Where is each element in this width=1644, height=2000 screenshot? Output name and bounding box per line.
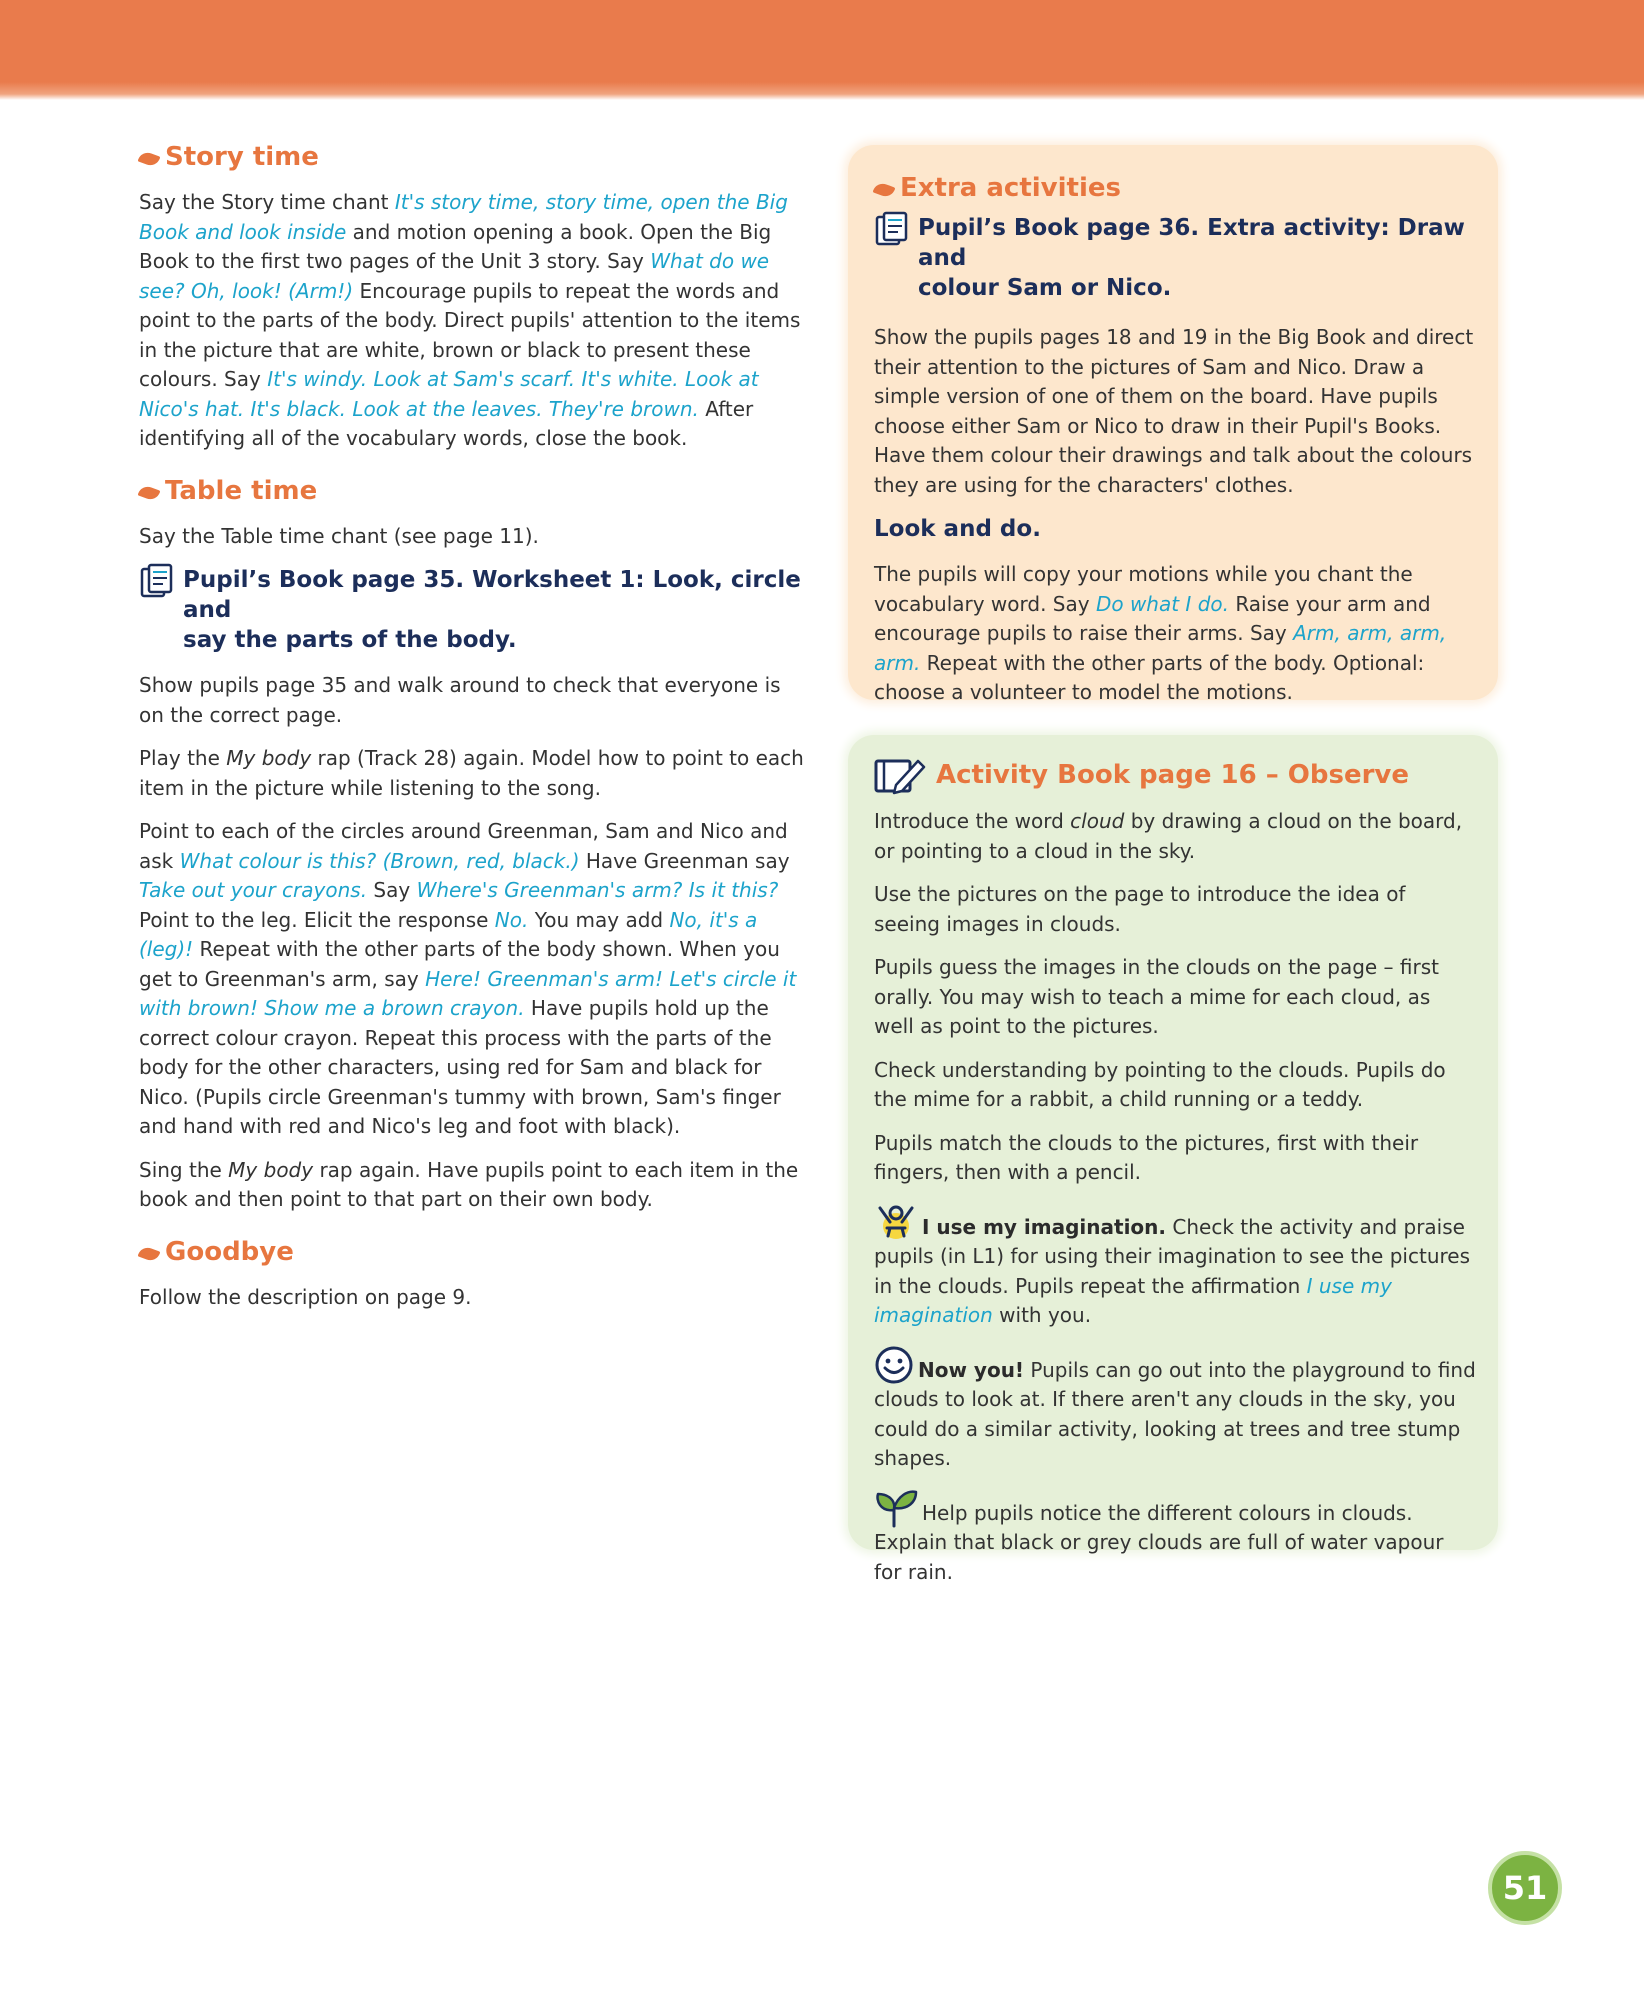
look-and-do-heading: Look and do.: [874, 516, 1041, 542]
goodbye-paragraph: Follow the description on page 9.: [139, 1284, 472, 1309]
pupils-book-35-heading: Pupil’s Book page 35. Worksheet 1: Look, circle and say the parts of the body.: [139, 565, 804, 655]
imagination-icon: [874, 1202, 918, 1240]
leaf-icon: [138, 150, 161, 168]
activity-paragraph-4: Check understanding by pointing to the clouds. Pupils do the mime for a rabbit, a child running or a teddy.: [874, 1057, 1446, 1111]
extra-activities-heading: Extra activities: [874, 171, 1476, 205]
notebook-pencil-icon: [874, 755, 928, 795]
extra-paragraph-2: The pupils will copy your motions while you chant the vocabulary word. Say Do what I do. Raise your arm and encourage pupils to raise their arms. Say Arm, arm, arm, arm. Repeat with the other parts of the body. Optional: choose a volunteer to model the motions.: [874, 562, 1447, 704]
story-time-heading: Story time: [139, 140, 804, 174]
table-paragraph-2: Show pupils page 35 and walk around to check that everyone is on the correct page.: [139, 673, 781, 727]
activity-paragraph-7: Now you! Pupils can go out into the playground to find clouds to look at. If there aren't any clouds in the sky, you could do a similar activity, looking at trees and tree stump shapes.: [874, 1345, 1476, 1474]
activity-book-box: [848, 735, 1498, 1584]
leaf-icon: [873, 181, 896, 199]
table-paragraph-3: Play the My body rap (Track 28) again. Model how to point to each item in the picture while listening to the song.: [139, 746, 804, 800]
activity-paragraph-8: Help pupils notice the different colours in clouds. Explain that black or grey clouds are full of water vapour for rain.: [874, 1488, 1476, 1588]
left-column: [139, 140, 804, 1326]
extra-activities-box: [848, 145, 1498, 704]
header-band: [0, 0, 1644, 100]
table-paragraph-4: Point to each of the circles around Greenman, Sam and Nico and ask What colour is this? (Brown, red, black.) Have Greenman say Take out your crayons. Say Where's Greenman's arm? Is it this? Point to the leg. Elicit the response No. You may add No, it's a (leg)! Repeat with the other parts of the body shown. When you get to Greenman's arm, say Here! Greenman's arm! Let's circle it with brown! Show me a brown crayon. Have pupils hold up the correct colour crayon. Repeat this process with the parts of the body for the other characters, using red for Sam and black for Nico. (Pupils circle Greenman's tummy with brown, Sam's finger and hand with red and Nico's leg and foot with black).: [139, 819, 797, 1138]
goodbye-heading: Goodbye: [139, 1235, 804, 1269]
activity-paragraph-3: Pupils guess the images in the clouds on the page – first orally. You may wish to teach a mime for each cloud, as well as point to the pictures.: [874, 955, 1439, 1038]
activity-paragraph-2: Use the pictures on the page to introduce the idea of seeing images in clouds.: [874, 882, 1406, 936]
activity-paragraph-5: Pupils match the clouds to the pictures, first with their fingers, then with a pencil.: [874, 1130, 1419, 1184]
page-number: 51: [1488, 1851, 1562, 1925]
table-time-heading: Table time: [139, 474, 804, 508]
book-icon: [139, 563, 175, 599]
activity-paragraph-6: I use my imagination. Check the activity and praise pupils (in L1) for using their imagination to see the pictures in the clouds. Pupils repeat the affirmation I use my imagination with you.: [874, 1202, 1476, 1331]
book-icon: [874, 211, 910, 247]
table-time-paragraph: Say the Table time chant (see page 11).: [139, 523, 539, 548]
pupils-book-36-heading: Pupil’s Book page 36. Extra activity: Draw and colour Sam or Nico.: [874, 213, 1476, 303]
story-paragraph: Say the Story time chant It's story time, story time, open the Big Book and look inside and motion opening a book. Open the Big Book to the first two pages of the Unit 3 story. Say What do we see? Oh, look! (Arm!) Encourage pupils to repeat the words and point to the parts of the body. Direct pupils' attention to the items in the picture that are white, brown or black to present these colours. Say It's windy. Look at Sam's scarf. It's white. Look at Nico's hat. It's black. Look at the leaves. They're brown. After identifying all of the vocabulary words, close the book.: [139, 190, 801, 450]
smiley-icon: [874, 1345, 914, 1385]
activity-book-heading: Activity Book page 16 – Observe: [874, 755, 1476, 795]
table-paragraph-5: Sing the My body rap again. Have pupils point to each item in the book and then point to that part on their own body.: [139, 1157, 799, 1211]
leaf-icon: [138, 483, 161, 501]
activity-paragraph-1: Introduce the word cloud by drawing a cloud on the board, or pointing to a cloud in the sky.: [874, 809, 1463, 863]
extra-paragraph-1: Show the pupils pages 18 and 19 in the Big Book and direct their attention to the pictures of Sam and Nico. Draw a simple version of one of them on the board. Have pupils choose either Sam or Nico to draw in their Pupil's Books. Have them colour their drawings and talk about the colours they are using for the characters' clothes.: [874, 325, 1474, 497]
leaf-icon: [138, 1244, 161, 1262]
sprout-icon: [874, 1488, 918, 1528]
